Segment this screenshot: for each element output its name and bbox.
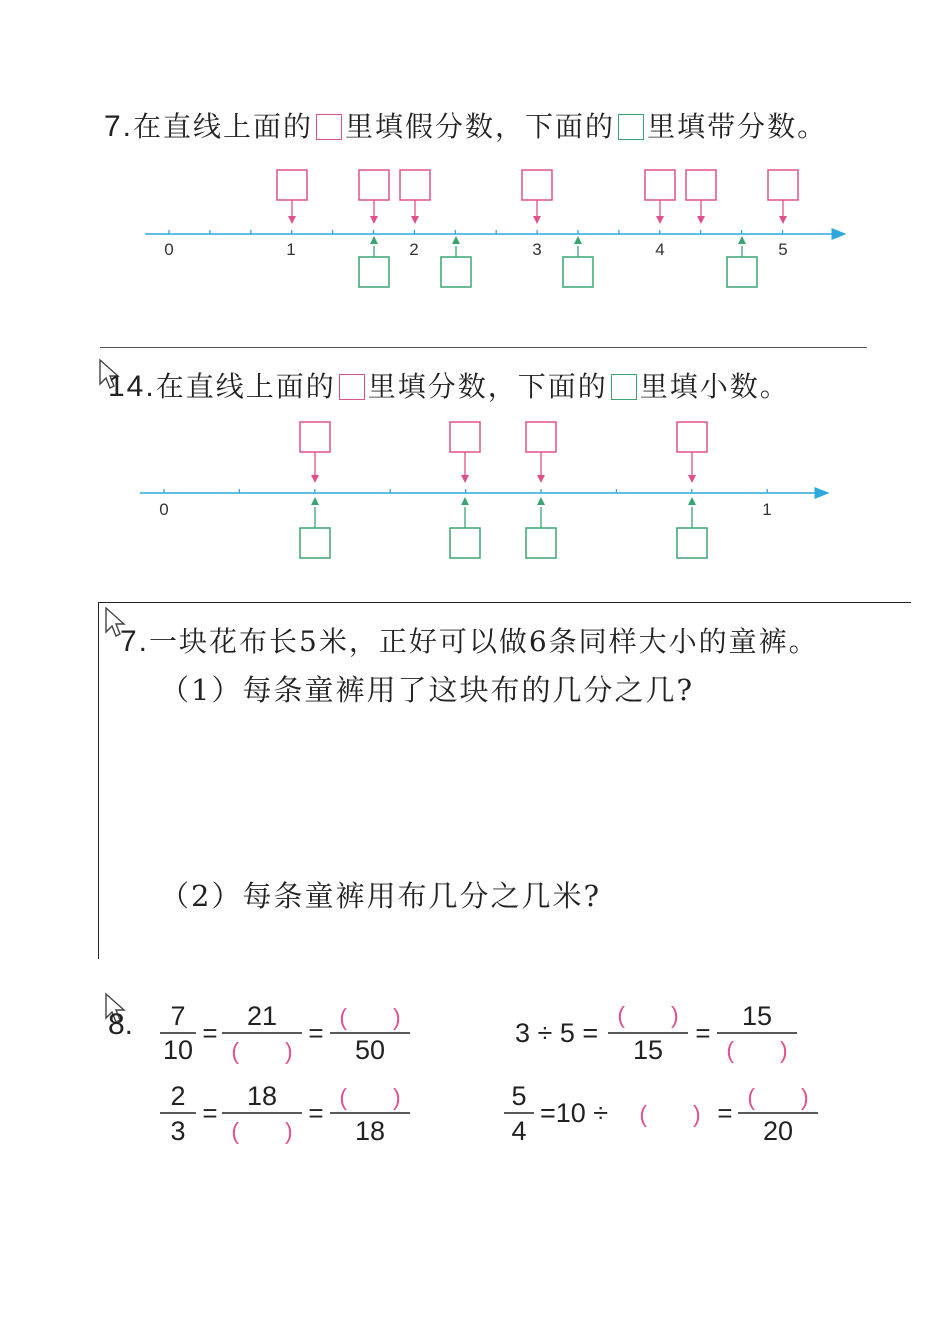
frac-numerator: 21 (246, 1001, 278, 1031)
q7a-text-1: 在直线上面的 (133, 110, 314, 143)
blank-numerator[interactable]: ( ) (617, 1002, 679, 1028)
frac-numerator: 7 (170, 1001, 186, 1031)
answer-box-bottom[interactable] (359, 236, 389, 287)
answer-box-top[interactable] (450, 422, 480, 483)
q7b-part2: （2）每条童裤用布几分之几米? (160, 879, 601, 913)
q14-number-line (130, 415, 840, 565)
q14-text-2: 里填分数，下面的 (367, 370, 608, 403)
q7b-part1: （1）每条童裤用了这块布的几分之几? (160, 673, 694, 707)
q7a-title (104, 105, 827, 145)
q8-number: 8. (108, 1008, 134, 1041)
blank-denominator[interactable]: ( ) (726, 1037, 788, 1063)
blank-denominator[interactable]: ( ) (231, 1118, 293, 1144)
answer-box-bottom[interactable] (300, 497, 330, 558)
frac-numerator: 18 (246, 1081, 278, 1111)
tick-label-3: 3 (532, 240, 542, 259)
answer-box-bottom[interactable] (526, 497, 556, 558)
frac-denominator: 50 (354, 1035, 386, 1065)
frac-numerator: 15 (741, 1001, 773, 1031)
section-divider (100, 347, 867, 348)
equals-sign: = (308, 1018, 324, 1048)
equals-sign: = (202, 1018, 218, 1048)
answer-box-top[interactable] (677, 422, 707, 483)
green-box-legend (618, 114, 644, 140)
blank-divisor[interactable]: ( ) (639, 1101, 701, 1127)
tick-label-0: 0 (164, 240, 174, 259)
q7a-number-line (130, 160, 860, 300)
blank-numerator[interactable]: ( ) (339, 1084, 401, 1110)
pink-box-legend (339, 374, 365, 400)
q7b-title (120, 620, 819, 660)
answer-box-top[interactable] (686, 170, 716, 224)
q14-title (108, 365, 790, 405)
answer-box-top[interactable] (300, 422, 330, 483)
q14-text-3: 里填小数。 (639, 370, 790, 403)
q7a-text-3: 里填带分数。 (647, 110, 828, 143)
frac-denominator: 15 (632, 1035, 664, 1065)
q14-text-1: 在直线上面的 (155, 370, 336, 403)
frac-denominator: 3 (170, 1116, 186, 1146)
answer-box-top[interactable] (277, 170, 307, 224)
answer-box-top[interactable] (400, 170, 430, 224)
answer-box-top[interactable] (768, 170, 798, 224)
tick-label-4: 4 (655, 240, 665, 259)
frac-denominator: 20 (762, 1116, 794, 1146)
tick-label-1: 1 (286, 240, 296, 259)
answer-box-bottom[interactable] (441, 236, 471, 287)
pink-box-legend (316, 114, 342, 140)
answer-box-top[interactable] (359, 170, 389, 224)
equals-sign: = (202, 1098, 218, 1128)
tick-label-5: 5 (778, 240, 788, 259)
answer-box-top[interactable] (645, 170, 675, 224)
tick-label-1: 1 (762, 500, 772, 519)
equals-sign: = (308, 1098, 324, 1128)
q7a-text-2: 里填假分数，下面的 (345, 110, 616, 143)
blank-numerator[interactable]: ( ) (339, 1004, 401, 1030)
equals-sign: = (717, 1098, 733, 1128)
q7b-number: 7. (120, 625, 150, 658)
division-expression: 3 ÷ 5 = (515, 1018, 599, 1048)
answer-box-bottom[interactable] (450, 497, 480, 558)
q7b-text: 一块花布长5米，正好可以做6条同样大小的童裤。 (149, 625, 819, 658)
frac-numerator: 5 (511, 1081, 527, 1111)
tick-label-0: 0 (159, 500, 169, 519)
answer-box-bottom[interactable] (727, 236, 757, 287)
frac-denominator: 18 (354, 1116, 386, 1146)
blank-numerator[interactable]: ( ) (747, 1084, 809, 1110)
q8-fraction-equations (150, 995, 850, 1155)
blank-denominator[interactable]: ( ) (231, 1038, 293, 1064)
q14-number: 14. (108, 370, 156, 403)
frac-numerator: 2 (170, 1081, 186, 1111)
division-expression: =10 ÷ (540, 1098, 609, 1128)
frac-denominator: 4 (511, 1116, 527, 1146)
tick-label-2: 2 (409, 240, 419, 259)
equals-sign: = (695, 1018, 711, 1048)
frac-denominator: 10 (162, 1035, 194, 1065)
answer-box-bottom[interactable] (563, 236, 593, 287)
q7a-number: 7. (104, 110, 134, 143)
answer-box-bottom[interactable] (677, 497, 707, 558)
answer-box-top[interactable] (522, 170, 552, 224)
answer-box-top[interactable] (526, 422, 556, 483)
green-box-legend (611, 374, 637, 400)
